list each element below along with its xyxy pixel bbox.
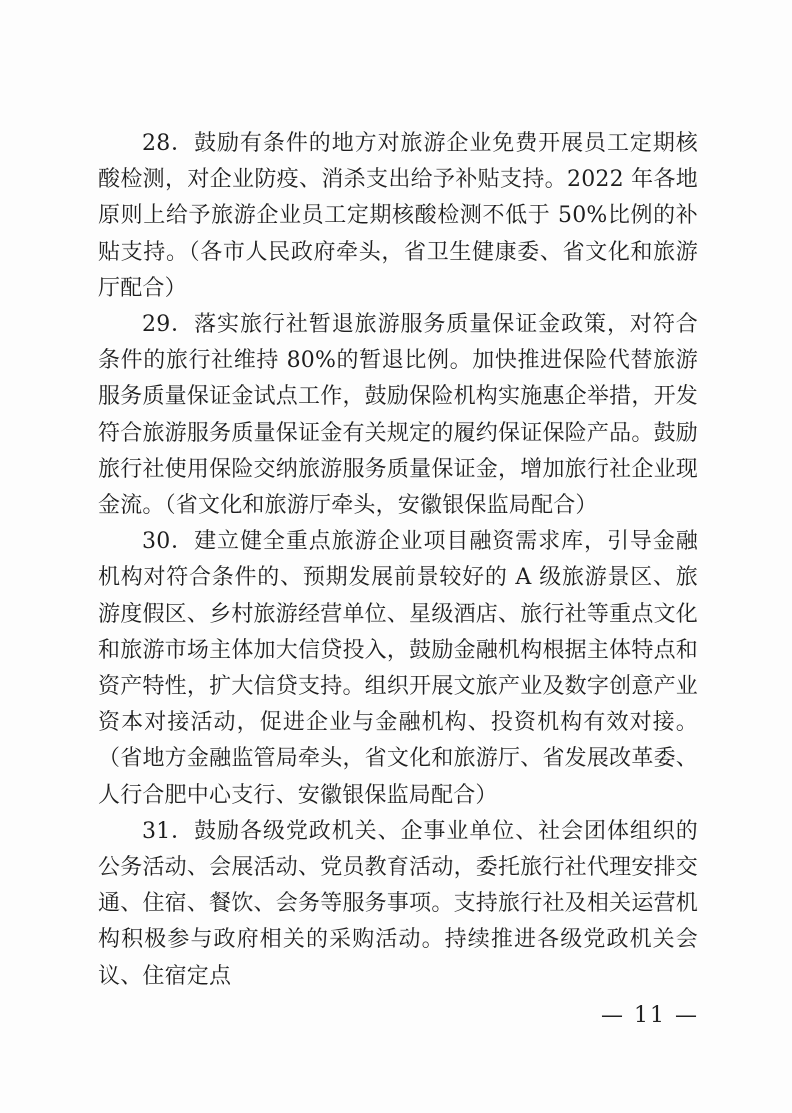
paragraph-29: 29．落实旅行社暂退旅游服务质量保证金政策，对符合条件的旅行社维持 80%的暂退比例。加快推进保险代替旅游服务质量保证金试点工作，鼓励保险机构实施惠企举措，开发符合旅游服务质量保证金有关规定的履约保证保险产品。鼓励旅行社使用保险交纳旅游服务质量保证金，增加旅行社企业现金流。（省文化和旅游厅牵头，安徽银保监局配合）: [98, 312, 698, 519]
paragraph-28: 28．鼓励有条件的地方对旅游企业免费开展员工定期核酸检测，对企业防疫、消杀支出给予补贴支持。2022 年各地原则上给予旅游企业员工定期核酸检测不低于 50%比例的补贴支持。（各市人民政府牵头，省卫生健康委、省文化和旅游厅配合）: [98, 131, 698, 301]
page-number: — 11 —: [601, 1003, 699, 1028]
document-body: [98, 126, 698, 995]
paragraph-30: 30．建立健全重点旅游企业项目融资需求库，引导金融机构对符合条件的、预期发展前景较好的 A 级旅游景区、旅游度假区、乡村旅游经营单位、星级酒店、旅行社等重点文化和旅游市场主体加大信贷投入，鼓励金融机构根据主体特点和资产特性，扩大信贷支持。组织开展文旅产业及数字创意产业资本对接活动，促进企业与金融机构、投资机构有效对接。（省地方金融监管局牵头，省文化和旅游厅、省发展改革委、人行合肥中心支行、安徽银保监局配合）: [98, 529, 698, 808]
paragraph-31: 31．鼓励各级党政机关、企事业单位、社会团体组织的公务活动、会展活动、党员教育活动，委托旅行社代理安排交通、住宿、餐饮、会务等服务事项。支持旅行社及相关运营机构积极参与政府相关的采购活动。持续推进各级党政机关会议、住宿定点: [98, 818, 698, 989]
